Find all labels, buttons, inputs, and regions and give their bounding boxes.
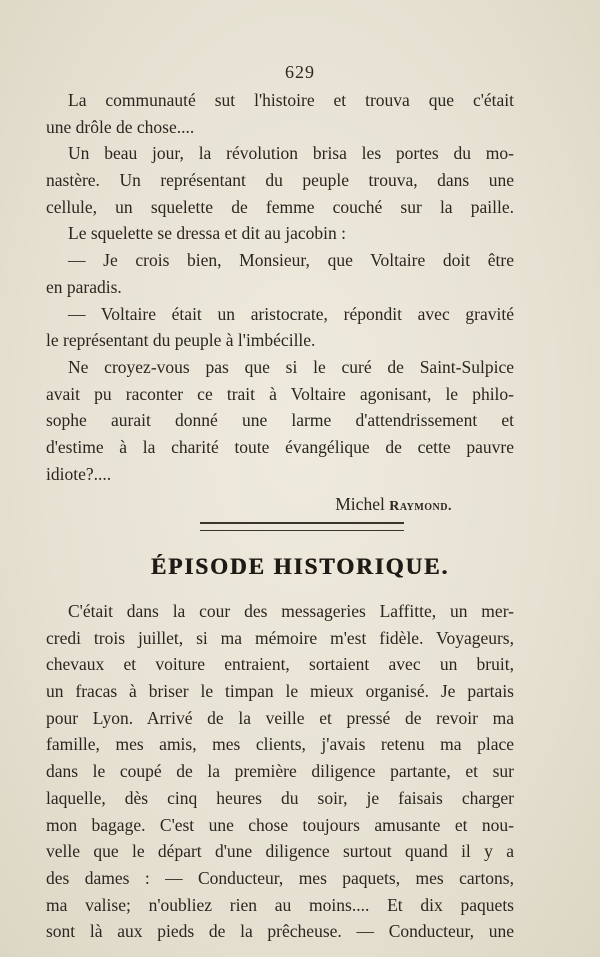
text-line: pour Lyon. Arrivé de la veille et pressé de revoir ma	[46, 707, 514, 728]
top-text-block	[46, 87, 514, 518]
text-line: ma valise; n'oubliez rien au moins.... Et dix paquets	[46, 894, 514, 915]
text-line: dans le coupé de la première diligence partante, et sur	[46, 761, 514, 782]
signature-last-name: Raymond.	[389, 499, 452, 515]
text-line: avait pu raconter ce trait à Voltaire agonisant, le philo-	[46, 383, 514, 404]
text-line: le représentant du peuple à l'imbécille.	[46, 330, 316, 351]
text-line: famille, mes amis, mes clients, j'avais retenu ma place	[46, 734, 514, 755]
text-line: une drôle de chose....	[46, 116, 195, 137]
text-line: laquelle, dès cinq heures du soir, je faisais charger	[46, 787, 514, 808]
text-line: La communauté sut l'histoire et trouva que c'était	[68, 90, 514, 110]
text-line: d'estime à la charité toute évangélique de cette pauvre	[46, 436, 514, 457]
text-line: mon bagage. C'est une chose toujours amusante et nou-	[46, 814, 514, 835]
text-line: idiote?....	[46, 463, 112, 484]
text-line: velle que le départ d'une diligence surtout quand il y a	[46, 841, 514, 862]
signature-first-name: Michel	[335, 494, 385, 515]
text-line: — Voltaire était un aristocrate, répondit avec gravité	[68, 303, 514, 324]
page-number: 629	[285, 62, 315, 82]
text-line: cellule, un squelette de femme couché sur la paille.	[46, 196, 514, 217]
text-line: — Je crois bien, Monsieur, que Voltaire doit être	[68, 250, 514, 271]
text-line: chevaux et voiture entraient, sortaient avec un bruit,	[46, 654, 514, 675]
bottom-text-block	[46, 598, 514, 945]
text-line: sont là aux pieds de la prêcheuse. — Conducteur, une	[46, 921, 514, 942]
text-line: un fracas à briser le timpan le mieux organisé. Je partais	[46, 681, 514, 702]
text-line: en paradis.	[46, 276, 122, 297]
signature	[46, 491, 514, 518]
text-line: Ne croyez-vous pas que si le curé de Saint-Sulpice	[68, 356, 514, 377]
text-line: des dames : — Conducteur, mes paquets, mes cartons,	[46, 867, 514, 888]
text-line: sophe aurait donné une larme d'attendrissement et	[46, 410, 514, 431]
section-heading: ÉPISODE HISTORIQUE.	[150, 554, 450, 579]
text-line: Le squelette se dressa et dit au jacobin :	[68, 223, 346, 244]
text-line: C'était dans la cour des messageries Laffitte, un mer-	[68, 601, 514, 621]
text-line: Un beau jour, la révolution brisa les portes du mo-	[68, 143, 514, 164]
text-line: credi trois juillet, si ma mémoire m'est fidèle. Voyageurs,	[46, 627, 514, 648]
text-line: nastère. Un représentant du peuple trouva, dans une	[46, 170, 514, 191]
section-divider	[200, 522, 404, 531]
